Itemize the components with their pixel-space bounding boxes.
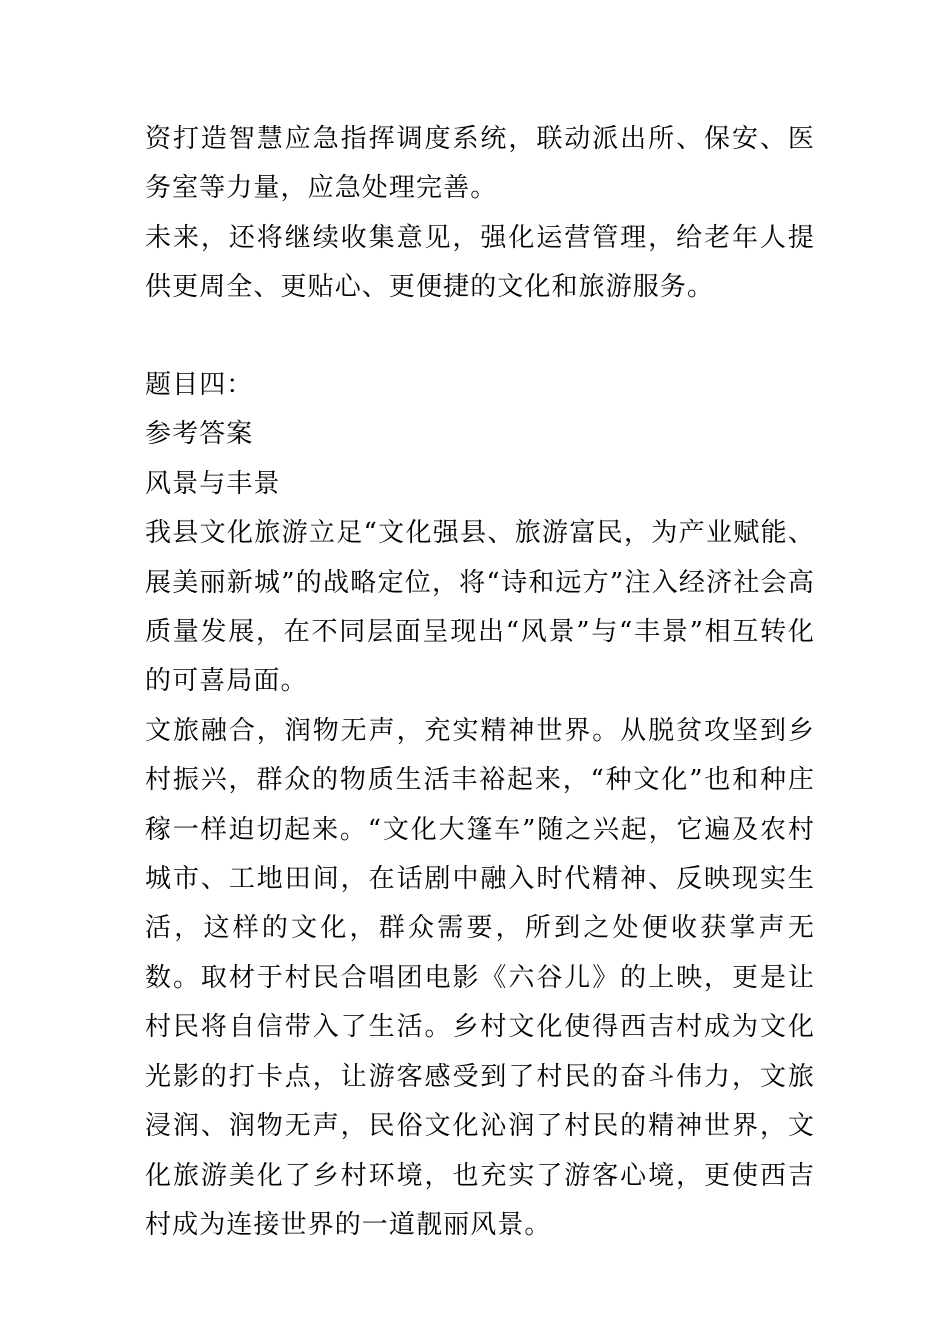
paragraph: 我县文化旅游立足“文化强县、旅游富民，为产业赋能、展美丽新城”的战略定位，将“诗和远方”注入经济社会高质量发展，在不同层面呈现出“风景”与“丰景”相互转化的可喜局面。 [145, 518, 815, 697]
continued-text-block [145, 115, 815, 313]
paragraph: 资打造智慧应急指挥调度系统，联动派出所、保安、医务室等力量，应急处理完善。 [145, 124, 815, 204]
essay-title: 风景与丰景 [145, 468, 281, 499]
question-four-section [145, 361, 815, 1250]
section-label: 题目四： [145, 370, 254, 400]
paragraph: 未来，还将继续收集意见，强化运营管理，给老年人提供更周全、更贴心、更便捷的文化和旅游服务。 [145, 222, 815, 303]
answer-label: 参考答案 [145, 419, 254, 450]
paragraph: 文旅融合，润物无声，充实精神世界。从脱贫攻坚到乡村振兴，群众的物质生活丰裕起来，“种文化”也和种庄稼一样迫切起来。“文化大篷车”随之兴起，它遍及农村城市、工地田间，在话剧中融入时代精神、反映现实生活，这样的文化，群众需要，所到之处便收获掌声无数。取材于村民合唱团电影《六谷儿》的上映，更是让村民将自信带入了生活。乡村文化使得西吉村成为文化光影的打卡点，让游客感受到了村民的奋斗伟力，文旅浸润、润物无声，民俗文化沁润了村民的精神世界，文化旅游美化了乡村环境，也充实了游客心境，更使西吉村成为连接世界的一道靓丽风景。 [145, 715, 815, 1240]
